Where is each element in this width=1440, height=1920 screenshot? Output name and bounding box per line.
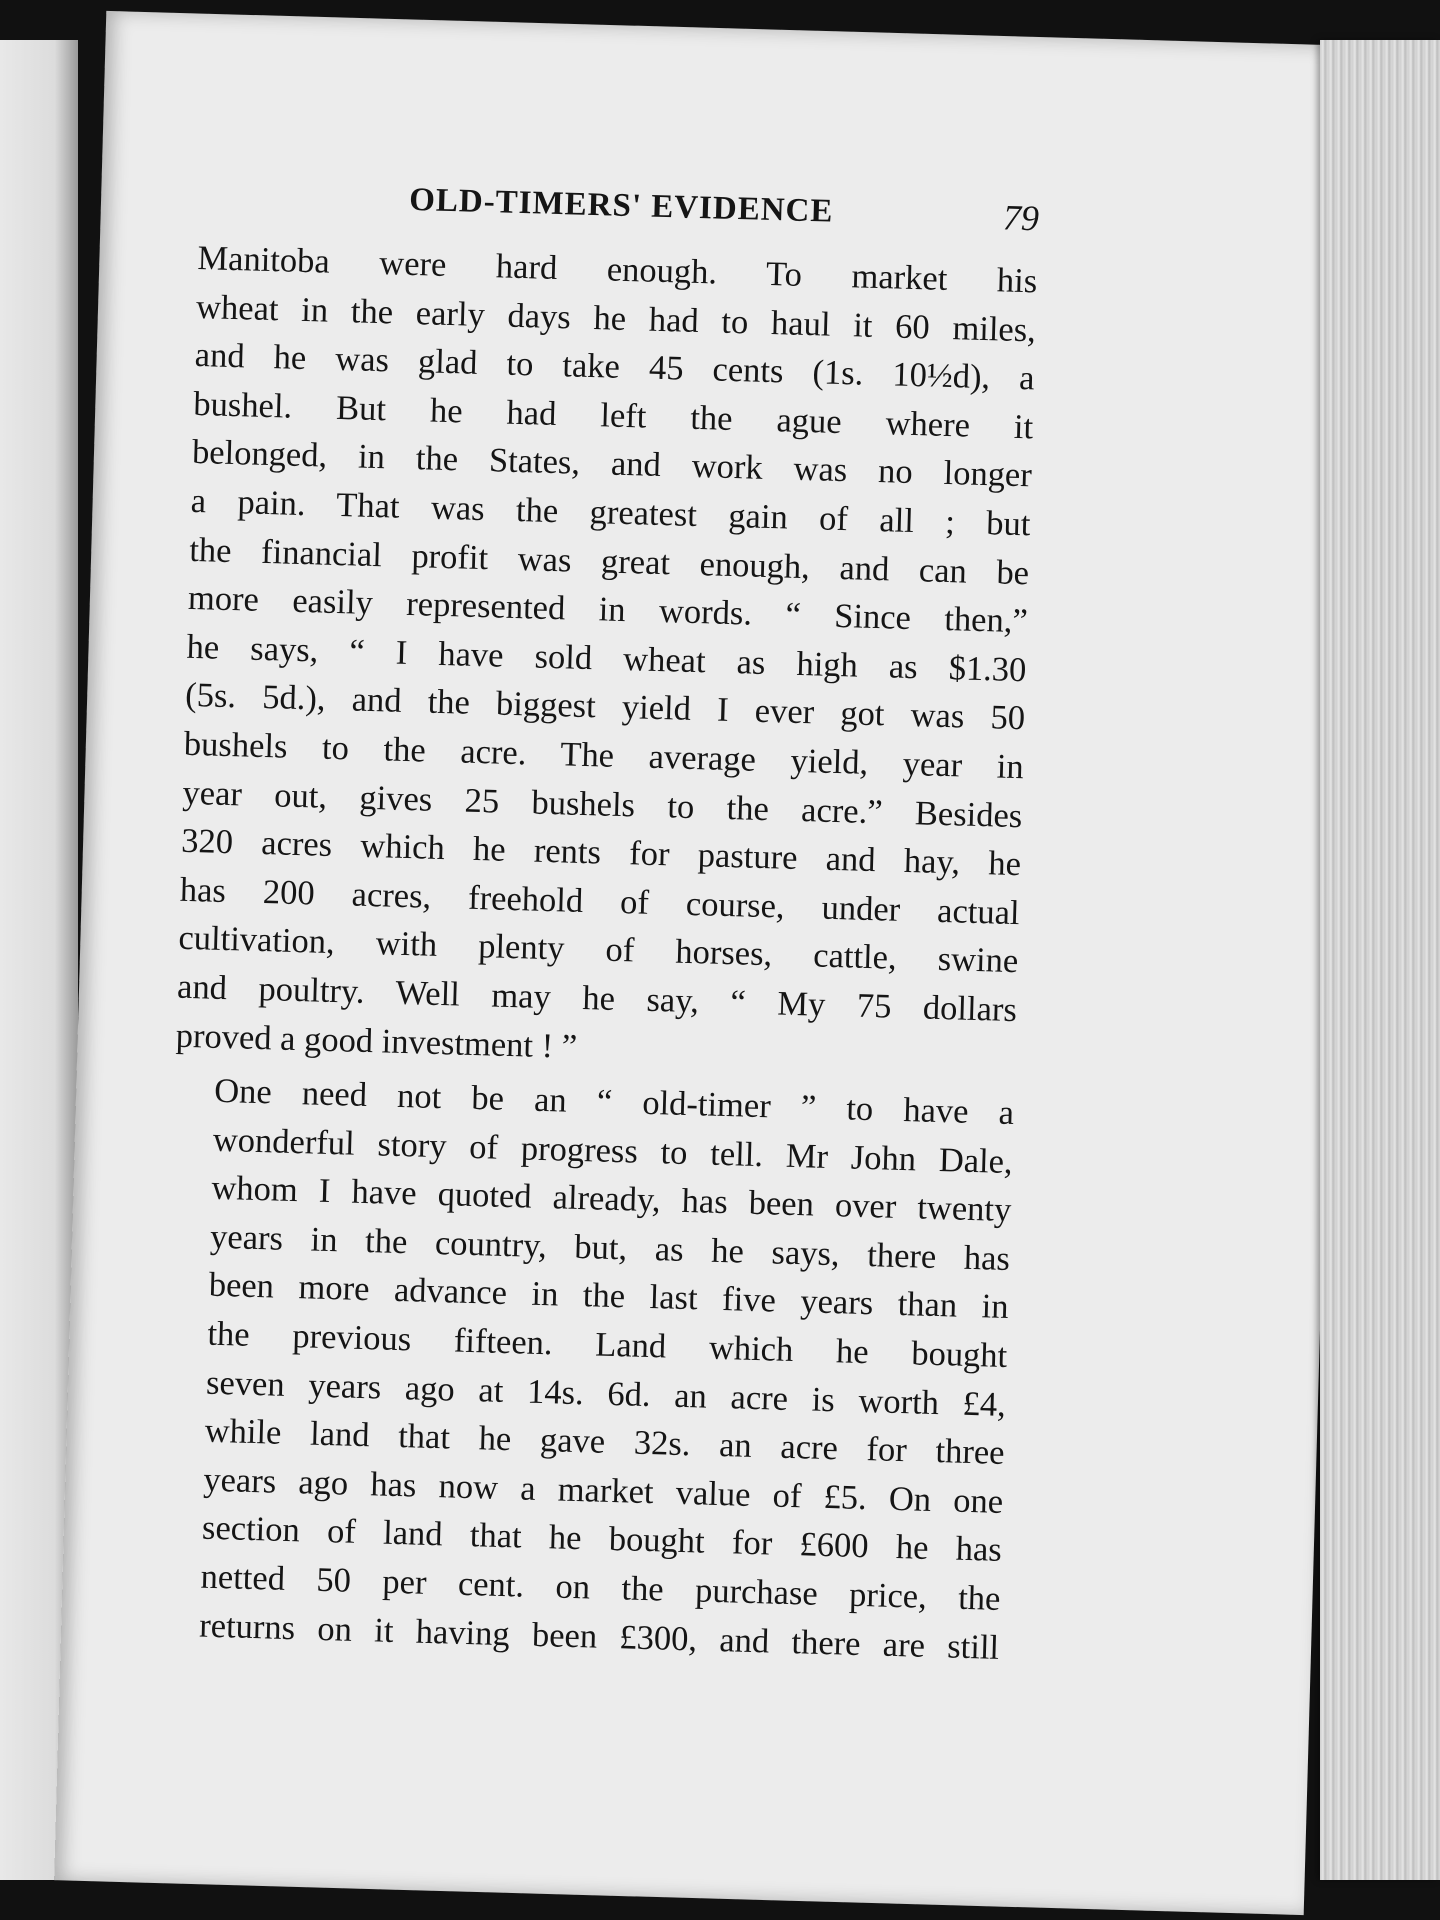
text-line: been more advance in the last five years than in — [208, 1266, 1010, 1327]
paragraph-1 — [175, 234, 1038, 1083]
text-line: he says, “ I have sold wheat as high as $1.30 — [186, 627, 1027, 690]
text-line: a pain. That was the greatest gain of all ; but — [190, 481, 1031, 544]
text-line: years ago has now a market value of £5. On one — [202, 1460, 1004, 1521]
text-line: year out, gives 25 bushels to the acre.” Besides — [182, 773, 1023, 835]
page-number: 79 — [1002, 197, 1040, 239]
text-line: wonderful story of progress to tell. Mr John Dale, — [212, 1120, 1014, 1181]
text-line: and he was glad to take 45 cents (1s. 10½d), a — [194, 336, 1036, 398]
text-line: (5s. 5d.), and the biggest yield I ever got was 50 — [184, 676, 1026, 738]
text-line: belonged, in the States, and work was no longer — [191, 433, 1033, 495]
page-stack-edge — [1320, 40, 1440, 1880]
text-line: bushels to the acre. The average yield, year in — [183, 724, 1025, 787]
text-line: and poultry. Well may he say, “ My 75 dollars — [176, 967, 1018, 1030]
text-line: cultivation, with plenty of horses, cattle, swine — [178, 919, 1019, 981]
text-line: while land that he gave 32s. an acre for three — [204, 1411, 1006, 1473]
text-line: section of land that he bought for £600 he has — [201, 1509, 1003, 1570]
text-line: 320 acres which he rents for pasture and hay, he — [180, 821, 1022, 884]
text-line: whom I have quoted already, has been over twenty — [211, 1169, 1012, 1230]
page-text — [159, 170, 1040, 1672]
text-line: wheat in the early days he had to haul it 60 miles, — [195, 287, 1037, 349]
text-line: more easily represented in words. “ Since then,” — [187, 578, 1029, 641]
text-line: One need not be an “ old-timer ” to have a — [213, 1071, 1015, 1133]
text-line: Manitoba were hard enough. To market his — [197, 238, 1038, 301]
text-line: netted 50 per cent. on the purchase price, the — [200, 1557, 1001, 1618]
text-line: years in the country, but, as he says, there has — [209, 1217, 1011, 1278]
text-line: returns on it having been £300, and there are still — [198, 1606, 1000, 1667]
text-line: proved a good investment ! ” — [175, 1016, 578, 1066]
paragraph-2 — [159, 1066, 1015, 1672]
text-line: the financial profit was great enough, and can be — [188, 530, 1030, 592]
text-line: seven years ago at 14s. 6d. an acre is worth £4, — [205, 1363, 1007, 1424]
text-line: bushel. But he had left the ague where it — [192, 384, 1034, 447]
text-line: the previous fifteen. Land which he bought — [206, 1314, 1008, 1376]
running-title: OLD-TIMERS' EVIDENCE — [408, 181, 834, 230]
text-line: has 200 acres, freehold of course, under actual — [179, 870, 1021, 932]
